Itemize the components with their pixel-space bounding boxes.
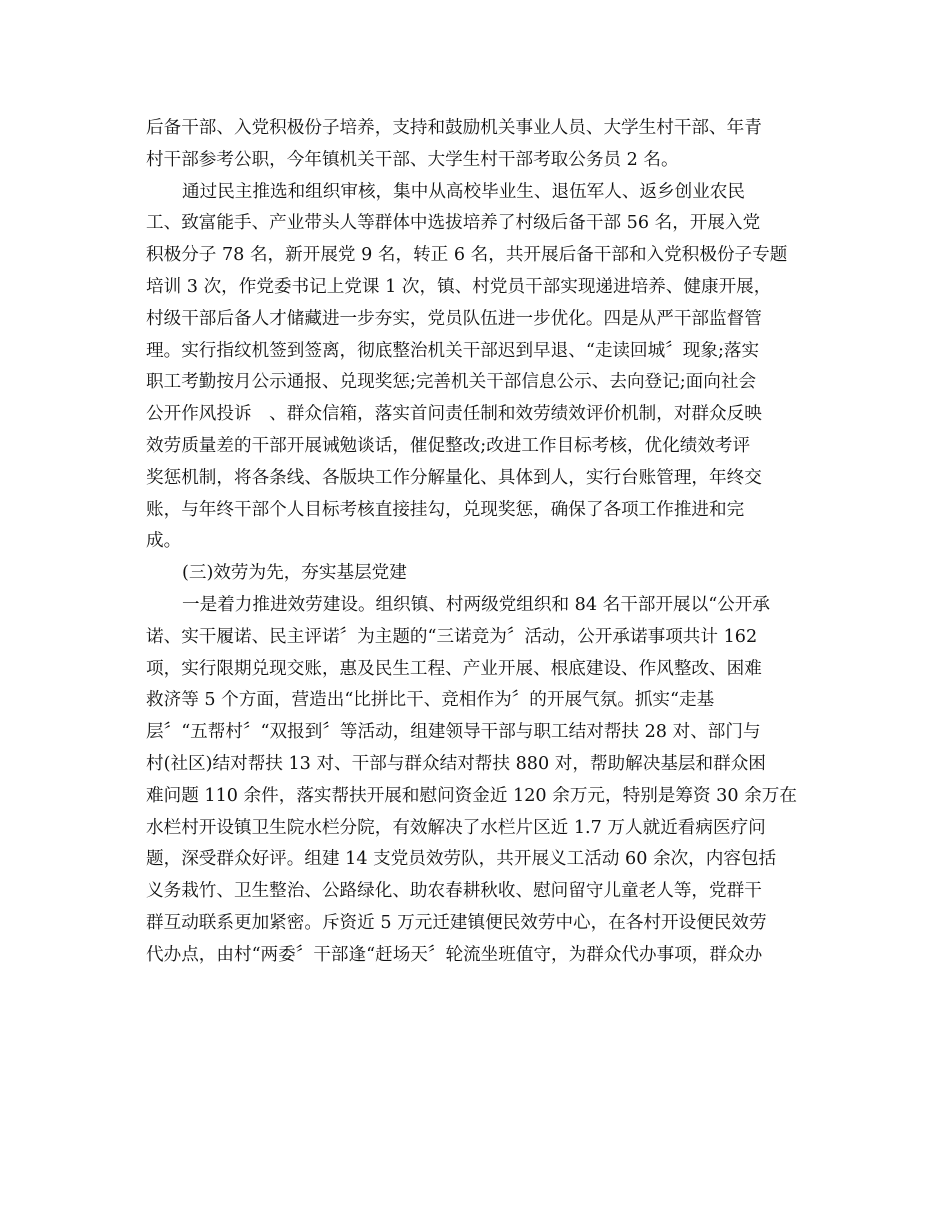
text-line: 诺、实干履诺、民主评诺〞为主题的“三诺竞为〞活动，公开承诺事项共计 162 <box>146 626 758 647</box>
document-body <box>146 113 816 972</box>
text-line: 代办点，由村“两委〞干部逢“赶场天〞轮流坐班值守，为群众代办事项，群众办 <box>146 944 763 965</box>
text-line: 项，实行限期兑现交账，惠及民生工程、产业开展、根底建设、作风整改、困难 <box>146 658 762 679</box>
text-line: 难问题 110 余件，落实帮扶开展和慰问资金近 120 余万元，特别是筹资 30 余万在 <box>146 785 797 806</box>
text-line: 理。实行指纹机签到签离，彻底整治机关干部迟到早退、“走读回城〞现象;落实 <box>146 340 760 361</box>
text-line: 题，深受群众好评。组建 14 支党员效劳队，共开展义工活动 60 余次，内容包括 <box>146 849 777 870</box>
text-line: 奖惩机制，将各条线、各版块工作分解量化、具体到人，实行台账管理，年终交 <box>146 467 762 488</box>
text-line: 村干部参考公职，今年镇机关干部、大学生村干部考取公务员 2 名。 <box>146 149 679 170</box>
text-line: 积极分子 78 名，新开展党 9 名，转正 6 名，共开展后备干部和入党积极份子专题 <box>146 245 788 266</box>
paragraph-start-line: 通过民主推选和组织审核，集中从高校毕业生、退伍军人、返乡创业农民 <box>182 181 746 202</box>
section-heading: (三)效劳为先，夯实基层党建 <box>182 563 407 584</box>
text-line: 群互动联系更加紧密。斥资近 5 万元迁建镇便民效劳中心，在各村开设便民效劳 <box>146 912 767 933</box>
text-line: 后备干部、入党积极份子培养，支持和鼓励机关事业人员、大学生村干部、年青 <box>146 118 762 138</box>
text-line: 义务栽竹、卫生整治、公路绿化、助农春耕秋收、慰问留守儿童老人等，党群干 <box>146 881 762 902</box>
text-line: 水栏村开设镇卫生院水栏分院，有效解决了水栏片区近 1.7 万人就近看病医疗问 <box>146 817 766 838</box>
text-line: 村(社区)结对帮扶 13 对、干部与群众结对帮扶 880 对，帮助解决基层和群众困 <box>146 753 766 774</box>
text-line: 救济等 5 个方面，营造出“比拼比干、竞相作为〞的开展气氛。抓实“走基 <box>146 690 715 711</box>
text-line: 效劳质量差的干部开展诫勉谈话，催促整改;改进工作目标考核，优化绩效考评 <box>146 435 751 456</box>
text-line: 工、致富能手、产业带头人等群体中选拔培养了村级后备干部 56 名，开展入党 <box>146 213 761 234</box>
text-line: 成。 <box>146 531 182 552</box>
text-line: 职工考勤按月公示通报、兑现奖惩;完善机关干部信息公示、去向登记;面向社会 <box>146 372 757 393</box>
text-line: 层〞“五帮村〞“双报到〞等活动，组建领导干部与职工结对帮扶 28 对、部门与 <box>146 722 761 743</box>
text-line: 培训 3 次，作党委书记上党课 1 次，镇、村党员干部实现递进培养、健康开展， <box>146 276 772 297</box>
text-line: 公开作风投诉 、群众信箱，落实首问责任制和效劳绩效评价机制，对群众反映 <box>146 404 762 425</box>
paragraph-start-line: 一是着力推进效劳建设。组织镇、村两级党组织和 84 名干部开展以“公开承 <box>182 594 770 615</box>
text-line: 账，与年终干部个人目标考核直接挂勾，兑现奖惩，确保了各项工作推进和完 <box>146 499 745 520</box>
text-line: 村级干部后备人才储藏进一步夯实，党员队伍进一步优化。四是从严干部监督管 <box>146 308 762 329</box>
